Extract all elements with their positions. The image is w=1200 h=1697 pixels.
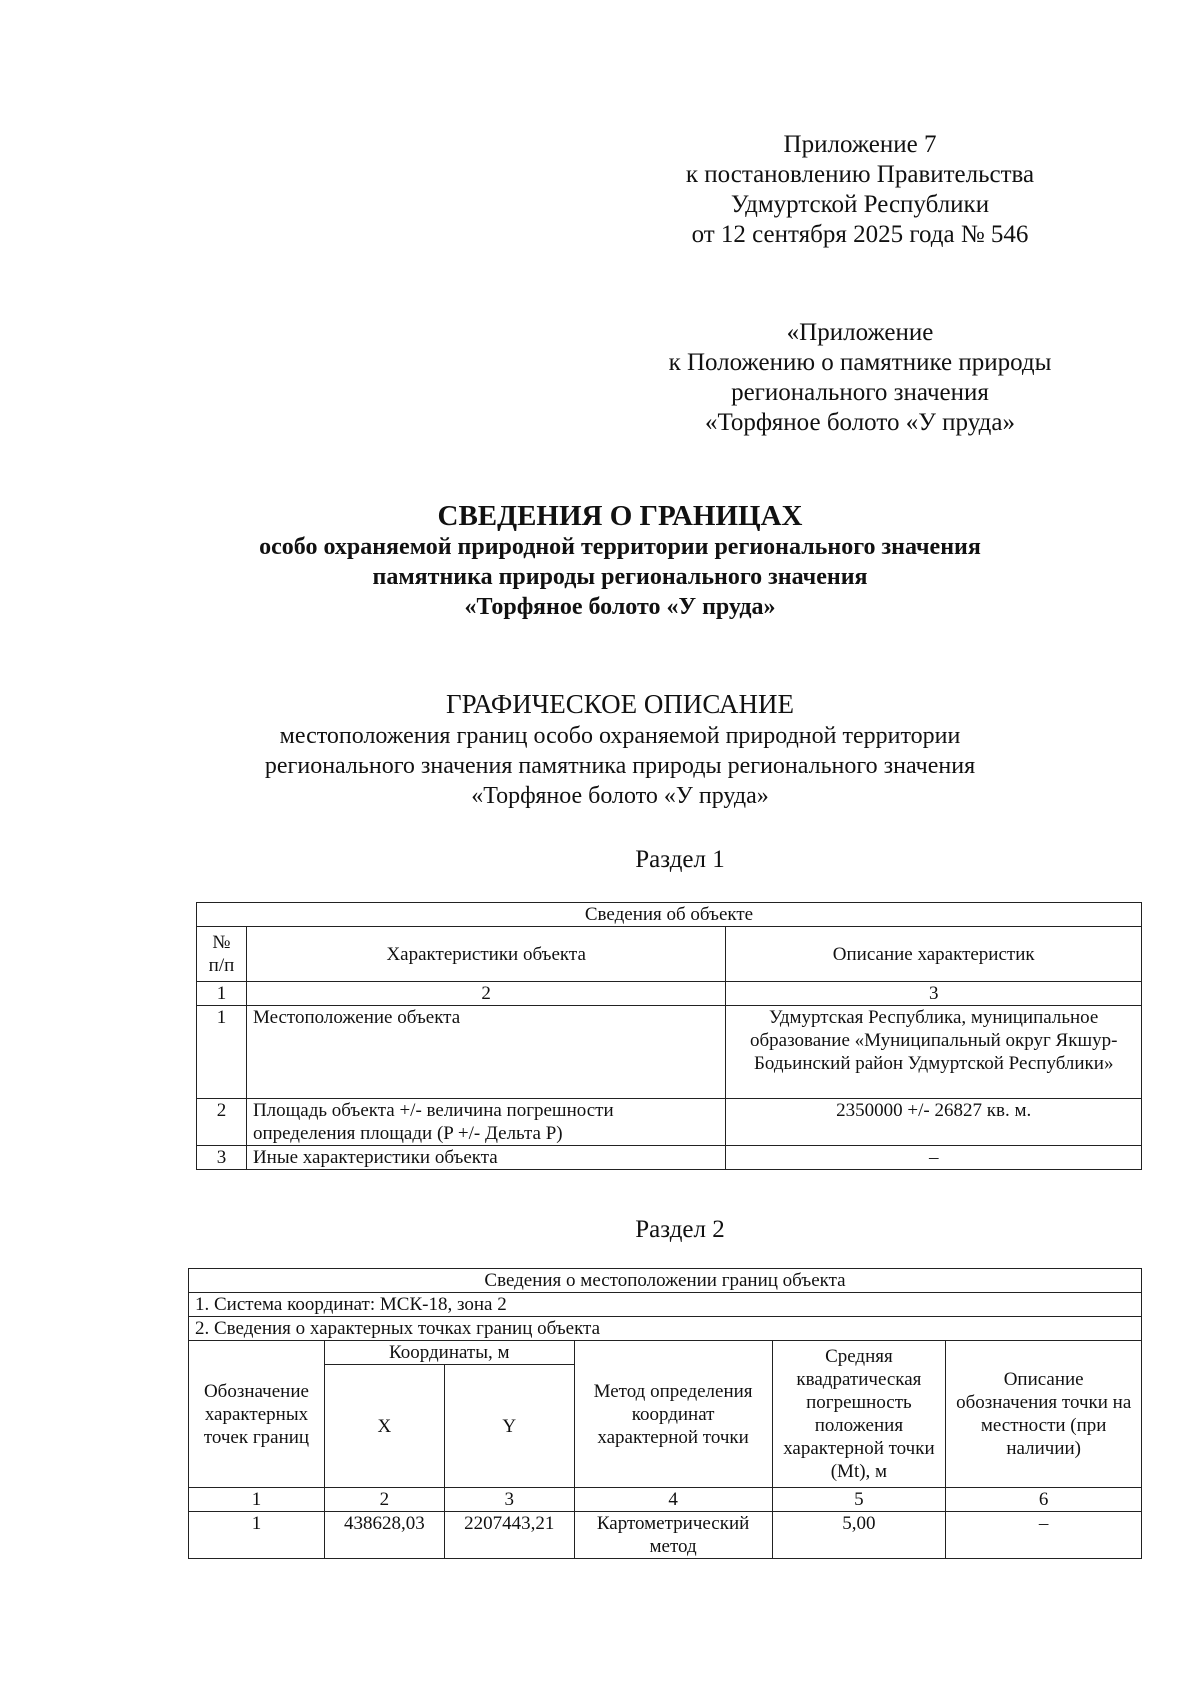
coord-system-row xyxy=(189,1293,1142,1317)
column-number: 3 xyxy=(726,982,1142,1006)
object-info-table xyxy=(196,902,1142,1170)
table-caption: Сведения о местоположении границ объекта xyxy=(189,1269,1142,1293)
column-number-row xyxy=(197,982,1142,1006)
table-row xyxy=(197,1146,1142,1170)
row-description: – xyxy=(726,1146,1142,1170)
column-number: 3 xyxy=(444,1488,574,1512)
boundaries-subtitle-line: «Торфяное болото «У пруда» xyxy=(464,594,776,620)
section-2-title: Раздел 2 xyxy=(635,1216,725,1243)
attachment-line: «Торфяное болото «У пруда» xyxy=(705,409,1015,436)
boundaries-subtitle-line: памятника природы регионального значения xyxy=(372,564,868,590)
header-cell-method: Метод определения координат характерной точки xyxy=(574,1341,772,1488)
header-cell-point: Обозначение характерных точек границ xyxy=(189,1341,325,1488)
attachment-line: от 12 сентября 2025 года № 546 xyxy=(691,221,1029,248)
column-number: 1 xyxy=(197,982,247,1006)
row-description: 2350000 +/- 26827 кв. м. xyxy=(726,1099,1142,1146)
section-1-title: Раздел 1 xyxy=(635,846,725,873)
attachment-line: к Положению о памятнике природы xyxy=(668,349,1052,376)
table-caption: Сведения об объекте xyxy=(197,903,1142,927)
row-number: 1 xyxy=(197,1006,247,1099)
table-caption-row xyxy=(189,1269,1142,1293)
row-description: Удмуртская Республика, муниципальное образование «Муниципальный округ Якшур-Бодьинский район Удмуртской Республики» xyxy=(726,1006,1142,1099)
boundaries-title: СВЕДЕНИЯ О ГРАНИЦАХ xyxy=(437,500,803,532)
row-characteristic: Иные характеристики объекта xyxy=(246,1146,725,1170)
row-number: 2 xyxy=(197,1099,247,1146)
attachment-line: Удмуртской Республики xyxy=(730,191,990,218)
graphic-description-line: «Торфяное болото «У пруда» xyxy=(471,783,769,809)
boundaries-heading xyxy=(180,500,1060,622)
table-header-row xyxy=(189,1341,1142,1365)
column-number: 2 xyxy=(324,1488,444,1512)
header-cell-description: Описание характеристик xyxy=(726,927,1142,982)
column-number: 6 xyxy=(946,1488,1142,1512)
attachment-header-7 xyxy=(640,130,1080,250)
header-cell-y: Y xyxy=(444,1365,574,1488)
column-number: 1 xyxy=(189,1488,325,1512)
table-caption-row xyxy=(197,903,1142,927)
attachment-line: «Приложение xyxy=(786,319,934,346)
row-characteristic: Площадь объекта +/- величина погрешности определения площади (P +/- Дельта P) xyxy=(246,1099,725,1146)
graphic-description-heading xyxy=(180,687,1060,811)
boundaries-subtitle-line: особо охраняемой природной территории регионального значения xyxy=(259,534,981,560)
graphic-description-title: ГРАФИЧЕСКОЕ ОПИСАНИЕ xyxy=(445,689,795,719)
row-characteristic: Местоположение объекта xyxy=(246,1006,725,1099)
attachment-line: регионального значения xyxy=(731,379,989,406)
graphic-description-line: регионального значения памятника природы регионального значения xyxy=(264,753,976,779)
table-row xyxy=(197,1099,1142,1146)
boundary-location-table xyxy=(188,1268,1142,1559)
column-number-row xyxy=(189,1488,1142,1512)
row-error: 5,00 xyxy=(772,1512,946,1559)
row-method: Картометрический метод xyxy=(574,1512,772,1559)
row-x: 438628,03 xyxy=(324,1512,444,1559)
header-cell-number: № п/п xyxy=(197,927,247,982)
row-number: 3 xyxy=(197,1146,247,1170)
attachment-line: к постановлению Правительства xyxy=(685,161,1035,188)
column-number: 4 xyxy=(574,1488,772,1512)
row-y: 2207443,21 xyxy=(444,1512,574,1559)
header-cell-x: X xyxy=(324,1365,444,1488)
row-point: 1 xyxy=(189,1512,325,1559)
column-number: 5 xyxy=(772,1488,946,1512)
table-header-row xyxy=(197,927,1142,982)
header-cell-coords: Координаты, м xyxy=(324,1341,574,1365)
column-number: 2 xyxy=(246,982,725,1006)
attachment-header-regulation xyxy=(620,318,1100,438)
points-caption-row xyxy=(189,1317,1142,1341)
table-row xyxy=(197,1006,1142,1099)
attachment-line: Приложение 7 xyxy=(783,131,937,158)
table-row xyxy=(189,1512,1142,1559)
header-cell-error: Средняя квадратическая погрешность положения характерной точки (Mt), м xyxy=(772,1341,946,1488)
header-cell-description: Описание обозначения точки на местности (при наличии) xyxy=(946,1341,1142,1488)
points-caption: 2. Сведения о характерных точках границ объекта xyxy=(189,1317,1142,1341)
header-cell-characteristic: Характеристики объекта xyxy=(246,927,725,982)
coord-system: 1. Система координат: МСК-18, зона 2 xyxy=(189,1293,1142,1317)
graphic-description-line: местоположения границ особо охраняемой природной территории xyxy=(279,723,961,749)
row-description: – xyxy=(946,1512,1142,1559)
